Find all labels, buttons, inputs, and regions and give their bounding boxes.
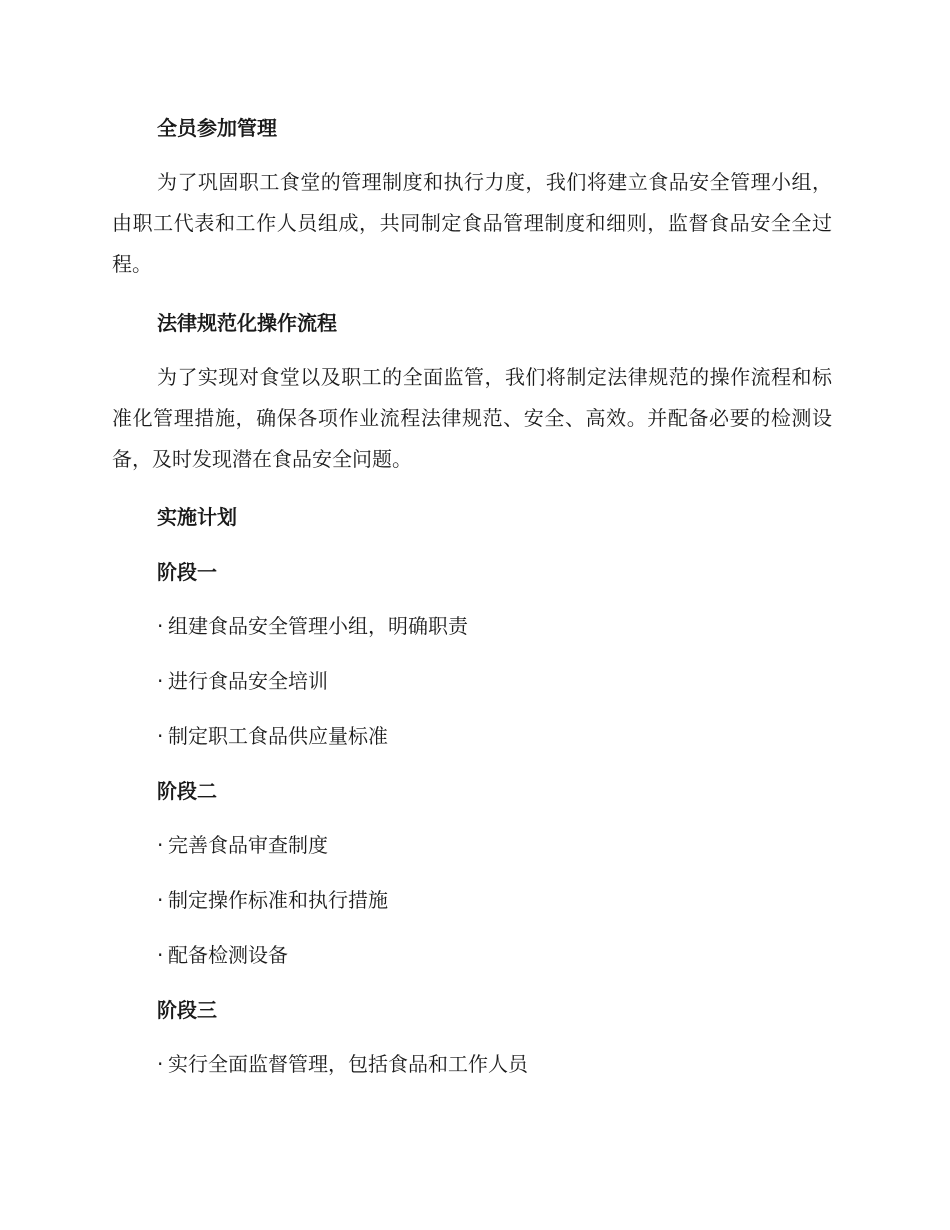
- list-item-text: 完善食品审查制度: [168, 833, 328, 857]
- bullet-dot: ·: [157, 888, 164, 912]
- list-item: [157, 1050, 528, 1078]
- phase-heading-3: 阶段三: [157, 998, 217, 1022]
- list-item-text: 实行全面监督管理，包括食品和工作人员: [168, 1052, 528, 1076]
- paragraph-all-staff-management: 为了巩固职工食堂的管理制度和执行力度，我们将建立食品安全管理小组，由职工代表和工作人员组成，共同制定食品管理制度和细则，监督食品安全全过程。: [112, 170, 832, 276]
- list-item: [157, 831, 328, 859]
- section-heading-all-staff-management: 全员参加管理: [157, 116, 277, 140]
- list-item: [157, 612, 468, 640]
- bullet-dot: ·: [157, 724, 164, 748]
- list-item-text: 组建食品安全管理小组，明确职责: [168, 614, 468, 638]
- list-item-text: 制定职工食品供应量标准: [168, 724, 388, 748]
- list-item: [157, 941, 288, 969]
- bullet-dot: ·: [157, 943, 164, 967]
- paragraph-legal-standardized-process: 为了实现对食堂以及职工的全面监管，我们将制定法律规范的操作流程和标准化管理措施，确保各项作业流程法律规范、安全、高效。并配备必要的检测设备，及时发现潜在食品安全问题。: [112, 365, 832, 471]
- list-item: [157, 886, 388, 914]
- list-item-text: 进行食品安全培训: [168, 669, 328, 693]
- list-item: [157, 667, 328, 695]
- section-heading-legal-standardized-process: 法律规范化操作流程: [157, 311, 337, 335]
- section-heading-implementation-plan: 实施计划: [157, 505, 237, 529]
- list-item: [157, 722, 388, 750]
- bullet-dot: ·: [157, 669, 164, 693]
- phase-heading-1: 阶段一: [157, 560, 217, 584]
- list-item-text: 配备检测设备: [168, 943, 288, 967]
- bullet-dot: ·: [157, 614, 164, 638]
- bullet-dot: ·: [157, 833, 164, 857]
- phase-heading-2: 阶段二: [157, 779, 217, 803]
- list-item-text: 制定操作标准和执行措施: [168, 888, 388, 912]
- bullet-dot: ·: [157, 1052, 164, 1076]
